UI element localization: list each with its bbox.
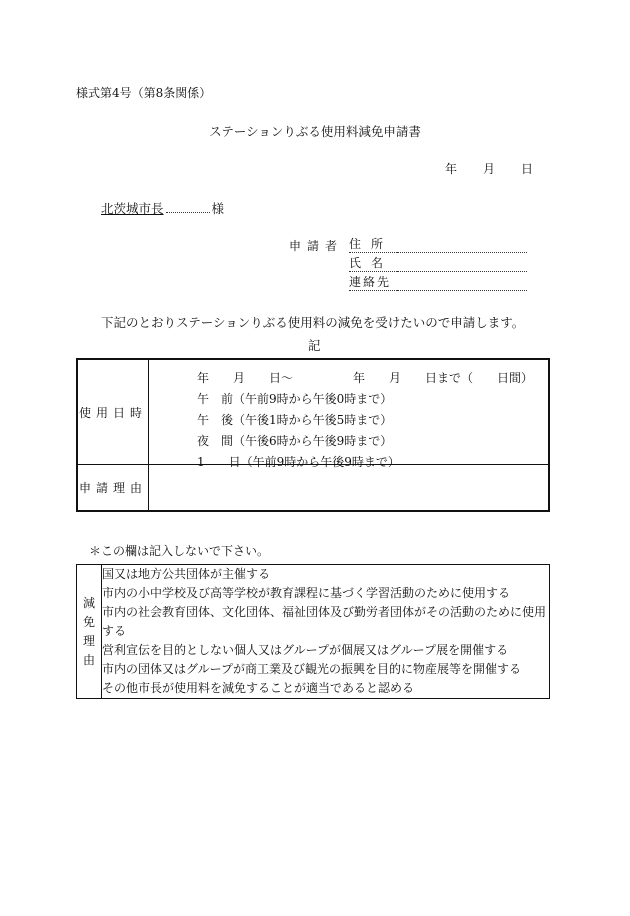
exemption-reason: 国又は地方公共団体が主催する xyxy=(102,567,271,581)
name-field[interactable] xyxy=(349,254,527,272)
option-afternoon[interactable]: 午 後（午後1時から午後5時まで） xyxy=(197,413,393,427)
reason-label: 申請理由 xyxy=(77,465,149,512)
exemption-reason: 市内の社会教育団体、文化団体、福祉団体及び勤労者団体がその活動のために使用する xyxy=(102,605,547,638)
addressee xyxy=(101,199,224,217)
contact-label: 連絡先 xyxy=(349,273,397,291)
datetime-cell[interactable] xyxy=(149,359,550,469)
addressee-honorific: 様 xyxy=(211,201,225,216)
page-title: ステーションりぶる使用料減免申請書 xyxy=(209,124,421,139)
form-number: 様式第4号（第8条関係） xyxy=(76,86,212,100)
exemption-label-char: 由 xyxy=(82,652,95,667)
name-label: 氏名 xyxy=(349,254,397,272)
contact-input[interactable] xyxy=(397,277,527,291)
addressee-dots xyxy=(166,202,210,213)
exemption-label xyxy=(77,565,102,699)
option-morning[interactable]: 午 前（午前9時から午後0時まで） xyxy=(197,392,393,406)
addressee-name: 北茨城市長 xyxy=(101,201,164,216)
ki-label: 記 xyxy=(308,338,321,353)
option-full-day[interactable]: 1 日（午前9時から午後9時まで） xyxy=(197,455,400,469)
exemption-reason: 市内の団体又はグループが商工業及び観光の振興を目的に物産展等を開催する xyxy=(102,662,522,676)
address-label: 住所 xyxy=(349,235,397,253)
usage-table xyxy=(76,358,550,512)
exemption-reason: 市内の小中学校及び高等学校が教育課程に基づく学習活動のために使用する xyxy=(102,586,511,600)
address-input[interactable] xyxy=(397,239,527,253)
note-text: ＊この欄は記入しないで下さい。 xyxy=(89,544,270,558)
date-line xyxy=(445,160,533,177)
date-year: 年 xyxy=(445,162,458,176)
intro-text: 下記のとおりステーションりぶる使用料の減免を受けたいので申請します。 xyxy=(101,315,525,330)
contact-field[interactable] xyxy=(349,273,527,291)
exemption-label-char: 理 xyxy=(82,633,95,648)
datetime-label: 使用日時 xyxy=(77,359,149,465)
applicant-label: 申請者 xyxy=(289,239,344,253)
date-month: 月 xyxy=(483,162,496,176)
name-input[interactable] xyxy=(397,258,527,272)
exemption-reasons xyxy=(102,565,550,699)
exemption-reason: その他市長が使用料を減免することが適当であると認める xyxy=(102,681,415,695)
exemption-label-char: 減 xyxy=(82,595,95,610)
exemption-reason: 営利宣伝を目的としない個人又はグループが個展又はグループ展を開催する xyxy=(102,643,509,657)
period-line[interactable]: 年 月 日～ 年 月 日まで（ 日間） xyxy=(197,371,534,385)
exemption-label-char: 免 xyxy=(82,614,95,629)
exemption-table xyxy=(76,564,550,699)
option-evening[interactable]: 夜 間（午後6時から午後9時まで） xyxy=(197,434,393,448)
address-field[interactable] xyxy=(349,235,527,253)
date-day: 日 xyxy=(521,162,534,176)
